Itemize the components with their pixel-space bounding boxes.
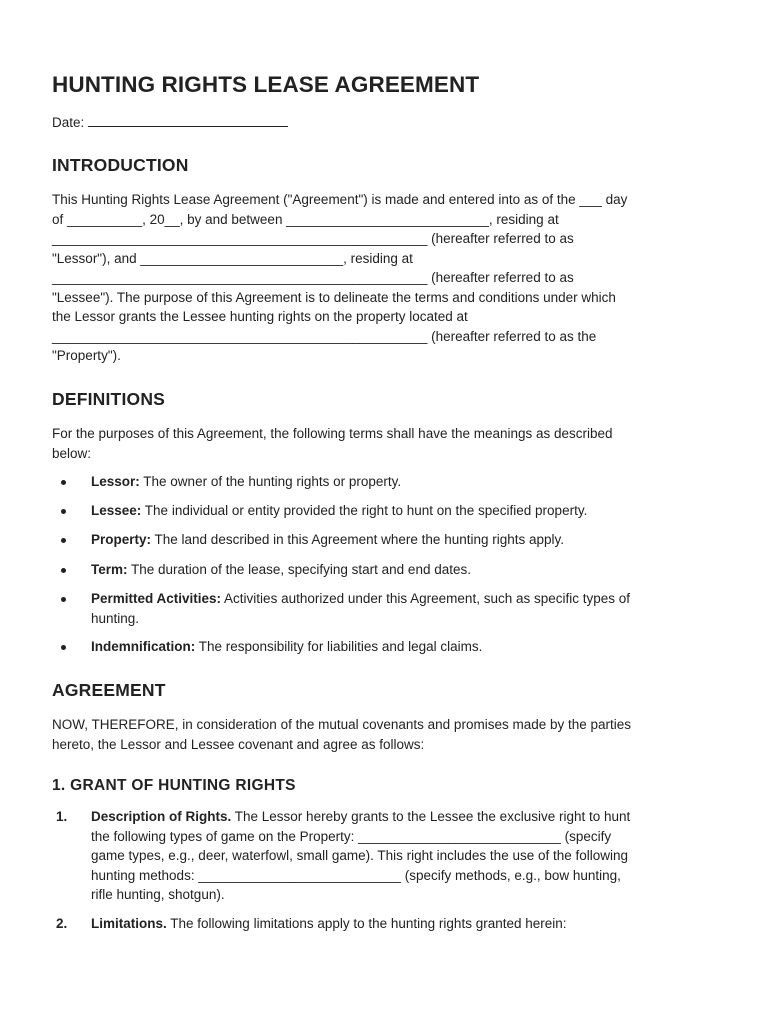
- introduction-heading: INTRODUCTION: [52, 155, 189, 175]
- definition-text: The responsibility for liabilities and legal claims.: [195, 639, 483, 654]
- item-title: Description of Rights.: [91, 809, 232, 824]
- introduction-line: __________________________________________________ (hereafter referred to as the: [52, 328, 597, 344]
- bullet-icon: [61, 509, 66, 514]
- item-text: hunting methods: ___________________________ (specify methods, e.g., bow hunting,: [91, 867, 621, 883]
- item-number: 1.: [56, 809, 68, 824]
- introduction-line: "Property").: [52, 348, 121, 363]
- item-text: The following limitations apply to the hunting rights granted herein:: [166, 916, 567, 931]
- definition-text: Activities authorized under this Agreement, such as specific types of: [221, 591, 631, 606]
- definition-term: Indemnification:: [91, 639, 196, 654]
- item-text: the following types of game on the Property: ___________________________ (specify: [91, 828, 612, 844]
- definition-term: Permitted Activities:: [91, 591, 222, 606]
- definitions-intro-line: For the purposes of this Agreement, the following terms shall have the meanings as described: [52, 426, 613, 441]
- item-text: rifle hunting, shotgun).: [91, 887, 225, 902]
- bullet-icon: [61, 645, 66, 650]
- introduction-line: __________________________________________________ (hereafter referred to as: [52, 231, 574, 246]
- introduction-line: the Lessor grants the Lessee hunting rights on the property located at: [52, 309, 468, 324]
- definition-text: The duration of the lease, specifying start and end dates.: [127, 562, 471, 577]
- definition-term: Lessee:: [91, 503, 142, 518]
- definitions-intro: [52, 424, 717, 463]
- introduction-line: "Lessee"). The purpose of this Agreement is to delineate the terms and conditions under which: [52, 289, 616, 305]
- section-1-heading: 1. GRANT OF HUNTING RIGHTS: [52, 777, 296, 794]
- item-text: game types, e.g., deer, waterfowl, small game). This right includes the use of the following: [91, 848, 629, 863]
- definition-text: hunting.: [91, 610, 140, 626]
- item-text: The Lessor hereby grants to the Lessee the exclusive right to hunt: [231, 809, 631, 824]
- bullet-icon: [61, 480, 66, 485]
- introduction-line: This Hunting Rights Lease Agreement ("Agreement") is made and entered into as of the ___ day: [52, 192, 628, 207]
- date-blank-line[interactable]: [88, 114, 288, 127]
- introduction-line: "Lessor"), and ___________________________, residing at: [52, 250, 413, 266]
- bullet-icon: [61, 597, 66, 602]
- definition-term: Property:: [91, 532, 152, 547]
- document-title: HUNTING RIGHTS LEASE AGREEMENT: [52, 72, 480, 97]
- agreement-heading: AGREEMENT: [52, 680, 166, 700]
- definition-term: Lessor:: [91, 474, 140, 489]
- definition-text: The individual or entity provided the right to hunt on the specified property.: [141, 503, 588, 518]
- bullet-icon: [61, 538, 66, 543]
- date-field: [52, 114, 288, 130]
- definitions-intro-line: below:: [52, 445, 92, 461]
- definition-text: The land described in this Agreement where the hunting rights apply.: [151, 532, 565, 547]
- introduction-line: __________________________________________________ (hereafter referred to as: [52, 270, 574, 285]
- introduction-line: of __________, 20__, by and between ___________________________, residing at: [52, 211, 559, 227]
- date-label: Date:: [52, 115, 85, 130]
- definitions-heading: DEFINITIONS: [52, 389, 166, 409]
- definition-term: Term:: [91, 562, 128, 577]
- bullet-icon: [61, 568, 66, 573]
- item-title: Limitations.: [91, 916, 167, 931]
- introduction-paragraph: [52, 190, 717, 366]
- agreement-line: hereto, the Lessor and Lessee covenant and agree as follows:: [52, 736, 425, 752]
- item-number: 2.: [56, 916, 68, 931]
- agreement-line: NOW, THEREFORE, in consideration of the mutual covenants and promises made by the parties: [52, 717, 632, 732]
- agreement-paragraph: [52, 715, 717, 754]
- definition-text: The owner of the hunting rights or property.: [139, 474, 402, 489]
